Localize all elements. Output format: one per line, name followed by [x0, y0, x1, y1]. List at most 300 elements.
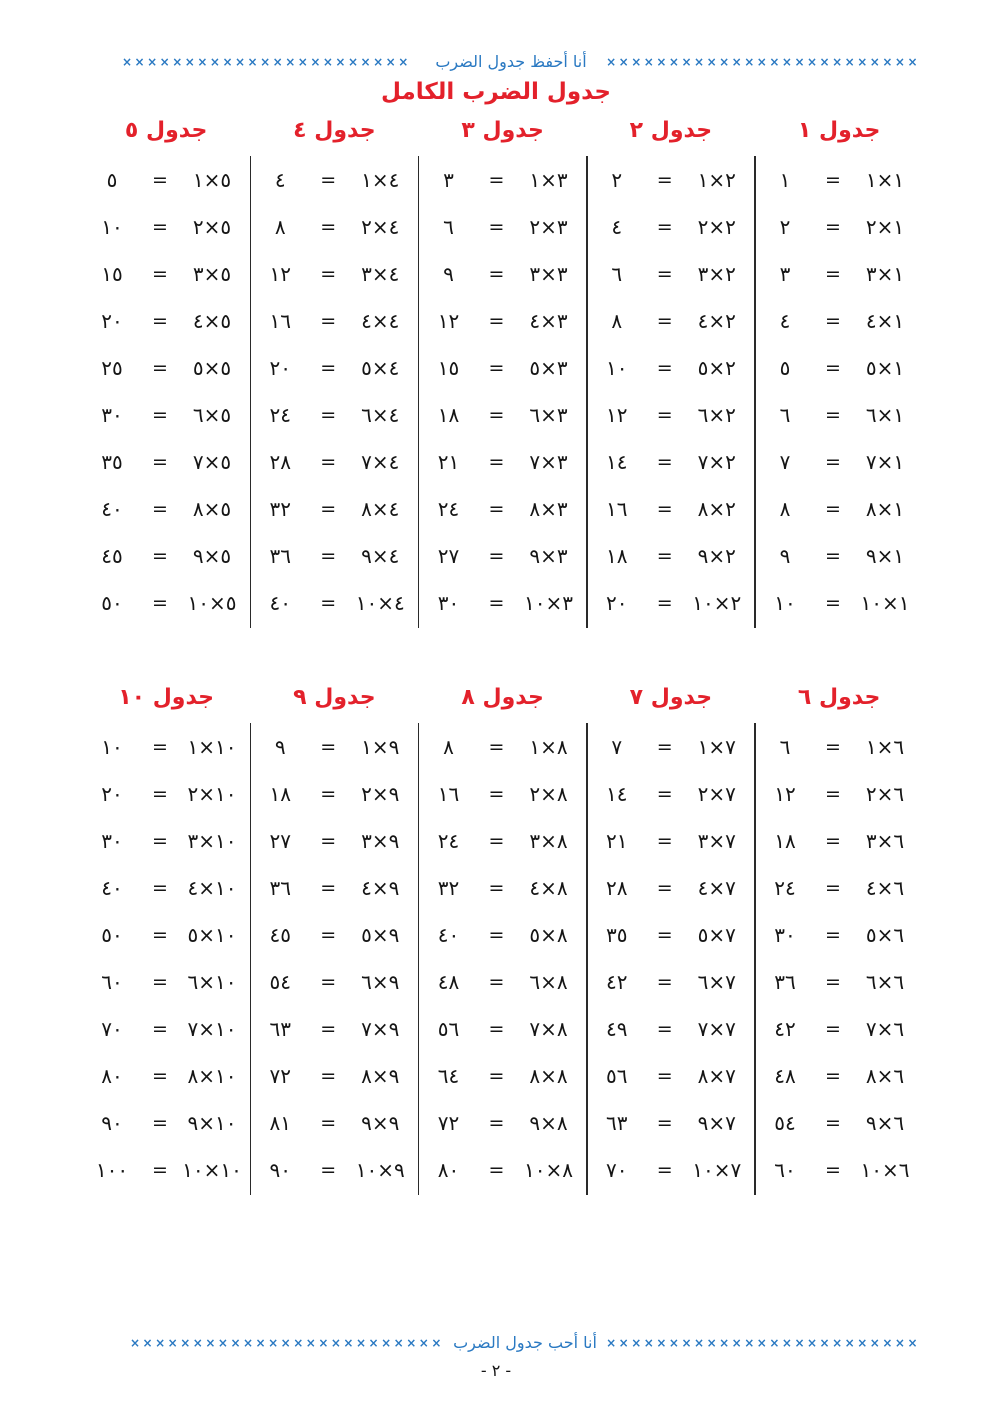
product-value: ١٤ — [606, 449, 628, 474]
equals-sign: = — [656, 1064, 673, 1087]
product-value: ١٠ — [774, 590, 796, 615]
product-value: ٢٠ — [606, 590, 628, 615]
table-row — [587, 251, 755, 298]
table-row — [82, 298, 250, 345]
table-row — [587, 724, 755, 771]
product-value: ٢ — [611, 167, 623, 192]
table-row — [755, 1006, 923, 1053]
equals-sign: = — [152, 1064, 168, 1087]
table-title: جدول ٥ — [124, 118, 208, 143]
product-value: ٦ — [779, 734, 791, 759]
table-row — [755, 818, 923, 865]
table-title: جدول ٦ — [797, 685, 881, 710]
product-value: ٥ — [106, 167, 118, 192]
equals-sign: = — [320, 450, 337, 473]
multiplication-table-10 — [82, 678, 250, 1198]
page-number: - ٢ - — [480, 1361, 512, 1380]
multiplication-expression: ٥×٧ — [697, 922, 736, 947]
table-row — [587, 486, 755, 533]
equals-sign: = — [320, 309, 337, 332]
multiplication-expression: ١×٢ — [697, 167, 736, 192]
table-row — [755, 865, 923, 912]
product-value: ٢٥ — [101, 355, 123, 380]
product-value: ١٥ — [437, 355, 460, 380]
product-value: ٨١ — [269, 1110, 291, 1135]
multiplication-expression: ٣×١٠ — [187, 828, 237, 853]
product-value: ٤ — [274, 167, 286, 192]
product-value: ٤٠ — [101, 875, 123, 900]
multiplication-expression: ٣×١ — [865, 261, 905, 286]
equals-sign: = — [656, 829, 673, 852]
multiplication-expression: ٦×٧ — [697, 969, 736, 994]
product-value: ٢٤ — [269, 402, 291, 427]
header-motto: أنا أحفظ جدول الضرب — [435, 52, 587, 71]
equals-sign: = — [656, 262, 673, 285]
multiplication-expression: ٩×٦ — [865, 1110, 905, 1135]
table-row — [419, 580, 587, 627]
table-row — [587, 865, 755, 912]
tables-block-1-to-5 — [0, 111, 992, 631]
product-value: ٤ — [611, 214, 623, 239]
table-row — [755, 439, 923, 486]
multiplication-expression: ٨×٣ — [529, 496, 568, 521]
equals-sign: = — [825, 356, 841, 379]
table-row — [587, 533, 755, 580]
decorative-crosses-left: ××××××××××××××××××××××××× — [130, 1336, 444, 1350]
table-row — [587, 439, 755, 486]
table-title: جدول ١ — [797, 118, 881, 143]
product-value: ٤٠ — [269, 590, 291, 615]
multiplication-expression: ٨×٧ — [697, 1063, 736, 1088]
table-rows — [755, 157, 923, 627]
product-value: ٣٢ — [437, 875, 460, 900]
product-value: ٧٢ — [437, 1110, 460, 1135]
multiplication-expression: ٧×١٠ — [187, 1016, 237, 1041]
equals-sign: = — [656, 544, 673, 567]
equals-sign: = — [152, 591, 168, 614]
product-value: ٢٧ — [269, 828, 291, 853]
product-value: ٢٠ — [101, 781, 123, 806]
multiplication-expression: ١٠×١ — [860, 590, 910, 615]
table-row — [755, 959, 923, 1006]
equals-sign: = — [152, 356, 168, 379]
table-row — [250, 1100, 418, 1147]
multiplication-expression: ٧×١ — [865, 449, 905, 474]
product-value: ٨٠ — [101, 1063, 123, 1088]
equals-sign: = — [320, 591, 337, 614]
multiplication-expression: ٢×٣ — [529, 214, 568, 239]
product-value: ٩٠ — [269, 1157, 291, 1182]
multiplication-expression: ٦×٣ — [529, 402, 568, 427]
product-value: ٤٥ — [269, 922, 291, 947]
equals-sign: = — [320, 168, 337, 191]
table-row — [419, 771, 587, 818]
multiplication-expression: ١×٥ — [192, 167, 232, 192]
multiplication-table-6 — [755, 678, 923, 1198]
equals-sign: = — [825, 403, 841, 426]
equals-sign: = — [825, 544, 841, 567]
equals-sign: = — [825, 1158, 841, 1181]
table-rows — [82, 157, 250, 627]
product-value: ٩٠ — [101, 1110, 123, 1135]
product-value: ١٨ — [606, 543, 628, 568]
multiplication-expression: ٩×٩ — [361, 1110, 400, 1135]
equals-sign: = — [825, 168, 841, 191]
table-row — [755, 345, 923, 392]
product-value: ٢١ — [606, 828, 628, 853]
multiplication-expression: ٤×٧ — [697, 875, 736, 900]
multiplication-expression: ٩×٢ — [697, 543, 736, 568]
table-row — [587, 1100, 755, 1147]
product-value: ١٠ — [101, 214, 123, 239]
table-title: جدول ٩ — [293, 685, 376, 710]
multiplication-expression: ٨×٩ — [361, 1063, 400, 1088]
multiplication-expression: ٨×١ — [865, 496, 905, 521]
table-row — [419, 1147, 587, 1194]
table-row — [82, 439, 250, 486]
equals-sign: = — [320, 1017, 337, 1040]
product-value: ٣٠ — [101, 828, 123, 853]
table-row — [587, 1147, 755, 1194]
equals-sign: = — [152, 923, 168, 946]
table-row — [250, 392, 418, 439]
table-rows — [250, 724, 418, 1194]
equals-sign: = — [488, 356, 505, 379]
product-value: ٧٢ — [269, 1063, 291, 1088]
equals-sign: = — [656, 356, 673, 379]
table-row — [250, 1053, 418, 1100]
table-row — [419, 818, 587, 865]
equals-sign: = — [825, 591, 841, 614]
table-title: جدول ٨ — [461, 685, 544, 710]
equals-sign: = — [320, 215, 337, 238]
product-value: ٨ — [611, 308, 623, 333]
product-value: ٢٤ — [437, 496, 460, 521]
multiplication-expression: ٢×٦ — [865, 781, 905, 806]
product-value: ٣ — [443, 167, 454, 192]
equals-sign: = — [488, 1064, 505, 1087]
multiplication-expression: ٦×١ — [865, 402, 905, 427]
table-row — [587, 771, 755, 818]
table-row — [419, 533, 587, 580]
product-value: ٩ — [274, 734, 286, 759]
multiplication-expression: ١×٩ — [361, 734, 400, 759]
equals-sign: = — [320, 829, 337, 852]
equals-sign: = — [825, 829, 841, 852]
multiplication-expression: ٧×٤ — [361, 449, 400, 474]
multiplication-expression: ١٠×٧ — [692, 1157, 742, 1182]
equals-sign: = — [152, 544, 168, 567]
multiplication-expression: ٩×٤ — [361, 543, 400, 568]
table-rows — [587, 157, 755, 627]
product-value: ٨ — [443, 734, 454, 759]
table-row — [82, 959, 250, 1006]
table-rows — [250, 157, 418, 627]
equals-sign: = — [656, 403, 673, 426]
table-row — [587, 392, 755, 439]
product-value: ٣٢ — [269, 496, 291, 521]
multiplication-expression: ٥×١ — [865, 355, 905, 380]
product-value: ٣٠ — [101, 402, 123, 427]
product-value: ٣٠ — [774, 922, 796, 947]
multiplication-table-5 — [82, 111, 250, 631]
product-value: ٣٥ — [101, 449, 123, 474]
multiplication-expression: ٤×٦ — [865, 875, 905, 900]
equals-sign: = — [152, 970, 168, 993]
table-row — [250, 345, 418, 392]
table-rows — [755, 724, 923, 1194]
product-value: ٢٠ — [101, 308, 123, 333]
equals-sign: = — [320, 923, 337, 946]
product-value: ٦ — [779, 402, 791, 427]
product-value: ١٢ — [774, 781, 796, 806]
table-row — [82, 486, 250, 533]
equals-sign: = — [656, 168, 673, 191]
product-value: ١٥ — [101, 261, 123, 286]
multiplication-expression: ٦×٩ — [361, 969, 400, 994]
multiplication-expression: ٥×٨ — [529, 922, 568, 947]
product-value: ٣٦ — [269, 875, 291, 900]
equals-sign: = — [320, 782, 337, 805]
table-row — [250, 771, 418, 818]
table-row — [419, 959, 587, 1006]
footer-motto-line — [0, 1333, 992, 1353]
equals-sign: = — [825, 735, 841, 758]
product-value: ٤٢ — [774, 1016, 796, 1041]
table-row — [82, 533, 250, 580]
multiplication-expression: ٨×١٠ — [187, 1063, 237, 1088]
table-row — [419, 1006, 587, 1053]
table-title: جدول ٧ — [629, 685, 713, 710]
table-row — [419, 1100, 587, 1147]
table-rows — [419, 157, 587, 627]
table-row — [250, 439, 418, 486]
equals-sign: = — [152, 215, 168, 238]
table-row — [250, 865, 418, 912]
header-motto-line — [0, 52, 992, 72]
equals-sign: = — [152, 309, 168, 332]
equals-sign: = — [825, 215, 841, 238]
equals-sign: = — [656, 497, 673, 520]
product-value: ٢٨ — [606, 875, 628, 900]
table-rows — [587, 724, 755, 1194]
table-row — [587, 580, 755, 627]
equals-sign: = — [488, 450, 505, 473]
multiplication-expression: ٢×٧ — [697, 781, 736, 806]
multiplication-table-2 — [587, 111, 755, 631]
table-row — [82, 580, 250, 627]
table-row — [587, 959, 755, 1006]
equals-sign: = — [152, 450, 168, 473]
table-row — [250, 204, 418, 251]
product-value: ٨٠ — [437, 1157, 460, 1182]
equals-sign: = — [825, 876, 841, 899]
table-row — [755, 486, 923, 533]
product-value: ٥٤ — [774, 1110, 796, 1135]
multiplication-expression: ٩×٨ — [529, 1110, 568, 1135]
multiplication-expression: ٥×٥ — [192, 355, 232, 380]
equals-sign: = — [152, 403, 168, 426]
table-row — [82, 204, 250, 251]
product-value: ٤ — [779, 308, 791, 333]
multiplication-expression: ١٠×٢ — [692, 590, 742, 615]
product-value: ٢٨ — [269, 449, 291, 474]
multiplication-expression: ٣×٧ — [697, 828, 736, 853]
equals-sign: = — [488, 403, 505, 426]
product-value: ٤٩ — [606, 1016, 628, 1041]
table-row — [419, 251, 587, 298]
multiplication-expression: ١×٤ — [361, 167, 400, 192]
table-row — [419, 298, 587, 345]
table-row — [250, 298, 418, 345]
equals-sign: = — [656, 876, 673, 899]
table-row — [419, 912, 587, 959]
table-title: جدول ٣ — [461, 118, 544, 143]
multiplication-expression: ٩×١ — [865, 543, 905, 568]
equals-sign: = — [488, 735, 505, 758]
product-value: ٦ — [611, 261, 623, 286]
equals-sign: = — [320, 1111, 337, 1134]
multiplication-expression: ٧×٥ — [192, 449, 232, 474]
product-value: ١٠٠ — [95, 1157, 129, 1182]
equals-sign: = — [488, 262, 505, 285]
product-value: ٩ — [779, 543, 791, 568]
multiplication-expression: ٢×٨ — [529, 781, 568, 806]
product-value: ١٠ — [101, 734, 123, 759]
table-row — [82, 1006, 250, 1053]
equals-sign: = — [825, 309, 841, 332]
multiplication-expression: ٢×٢ — [697, 214, 736, 239]
table-row — [419, 865, 587, 912]
table-row — [755, 533, 923, 580]
equals-sign: = — [488, 544, 505, 567]
table-rows — [82, 724, 250, 1194]
product-value: ٢ — [779, 214, 791, 239]
equals-sign: = — [488, 923, 505, 946]
multiplication-expression: ٤×١ — [865, 308, 905, 333]
equals-sign: = — [656, 1158, 673, 1181]
equals-sign: = — [152, 829, 168, 852]
multiplication-expression: ١٠×٨ — [524, 1157, 573, 1182]
equals-sign: = — [320, 1158, 337, 1181]
decorative-crosses-right: ××××××××××××××××××××××××× — [606, 55, 920, 69]
equals-sign: = — [320, 544, 337, 567]
table-row — [250, 959, 418, 1006]
product-value: ١٦ — [606, 496, 628, 521]
table-row — [755, 204, 923, 251]
product-value: ١٤ — [606, 781, 628, 806]
multiplication-expression: ٤×٣ — [529, 308, 568, 333]
decorative-crosses-left: ××××××××××××××××××××××× — [122, 55, 411, 69]
multiplication-expression: ٨×٨ — [529, 1063, 568, 1088]
equals-sign: = — [488, 1017, 505, 1040]
multiplication-expression: ٦×١٠ — [187, 969, 237, 994]
multiplication-expression: ٢×١ — [865, 214, 905, 239]
table-title: جدول ٢ — [629, 118, 713, 143]
product-value: ٦٣ — [269, 1016, 291, 1041]
table-row — [587, 298, 755, 345]
table-row — [587, 818, 755, 865]
equals-sign: = — [488, 829, 505, 852]
multiplication-expression: ٦×٨ — [529, 969, 568, 994]
table-row — [82, 771, 250, 818]
product-value: ٦ — [443, 214, 454, 239]
table-row — [587, 1053, 755, 1100]
multiplication-expression: ٣×٩ — [361, 828, 400, 853]
product-value: ٢٧ — [437, 543, 460, 568]
table-row — [755, 580, 923, 627]
product-value: ٤٠ — [101, 496, 123, 521]
product-value: ٧٠ — [606, 1157, 628, 1182]
multiplication-expression: ٨×٦ — [865, 1063, 905, 1088]
product-value: ١٢ — [606, 402, 628, 427]
table-row — [82, 912, 250, 959]
multiplication-expression: ١×٦ — [865, 734, 905, 759]
multiplication-expression: ٢×١٠ — [187, 781, 237, 806]
product-value: ١٨ — [774, 828, 796, 853]
multiplication-expression: ٧×٩ — [361, 1016, 400, 1041]
table-row — [587, 204, 755, 251]
product-value: ٨ — [779, 496, 791, 521]
table-row — [755, 157, 923, 204]
product-value: ٥٦ — [437, 1016, 460, 1041]
table-row — [419, 1053, 587, 1100]
product-value: ٤٨ — [774, 1063, 796, 1088]
multiplication-expression: ٢×٤ — [361, 214, 400, 239]
table-row — [250, 1147, 418, 1194]
multiplication-expression: ١٠×٤ — [355, 590, 405, 615]
equals-sign: = — [825, 497, 841, 520]
product-value: ١٦ — [437, 781, 460, 806]
multiplication-expression: ٥×٦ — [865, 922, 905, 947]
equals-sign: = — [825, 923, 841, 946]
equals-sign: = — [152, 1017, 168, 1040]
table-row — [755, 724, 923, 771]
multiplication-expression: ١٠×٩ — [355, 1157, 405, 1182]
equals-sign: = — [152, 735, 168, 758]
product-value: ٧ — [779, 449, 791, 474]
tables-block-6-to-10 — [0, 678, 992, 1198]
multiplication-expression: ٧×٦ — [865, 1016, 905, 1041]
equals-sign: = — [488, 168, 505, 191]
equals-sign: = — [656, 735, 673, 758]
multiplication-expression: ٥×٤ — [361, 355, 400, 380]
table-row — [755, 1100, 923, 1147]
multiplication-expression: ٤×٨ — [529, 875, 568, 900]
table-row — [419, 392, 587, 439]
equals-sign: = — [320, 262, 337, 285]
equals-sign: = — [320, 403, 337, 426]
table-row — [755, 298, 923, 345]
multiplication-expression: ٣×٤ — [361, 261, 400, 286]
multiplication-expression: ٤×٢ — [697, 308, 736, 333]
equals-sign: = — [320, 1064, 337, 1087]
equals-sign: = — [825, 1111, 841, 1134]
table-row — [250, 818, 418, 865]
table-row — [82, 724, 250, 771]
equals-sign: = — [656, 591, 673, 614]
multiplication-table-7 — [587, 678, 755, 1198]
multiplication-table-9 — [250, 678, 418, 1198]
product-value: ٢٤ — [774, 875, 796, 900]
multiplication-expression: ١×١٠ — [187, 734, 237, 759]
table-row — [755, 392, 923, 439]
equals-sign: = — [656, 970, 673, 993]
equals-sign: = — [656, 215, 673, 238]
equals-sign: = — [825, 782, 841, 805]
multiplication-table-4 — [250, 111, 418, 631]
multiplication-expression: ٨×٢ — [697, 496, 736, 521]
